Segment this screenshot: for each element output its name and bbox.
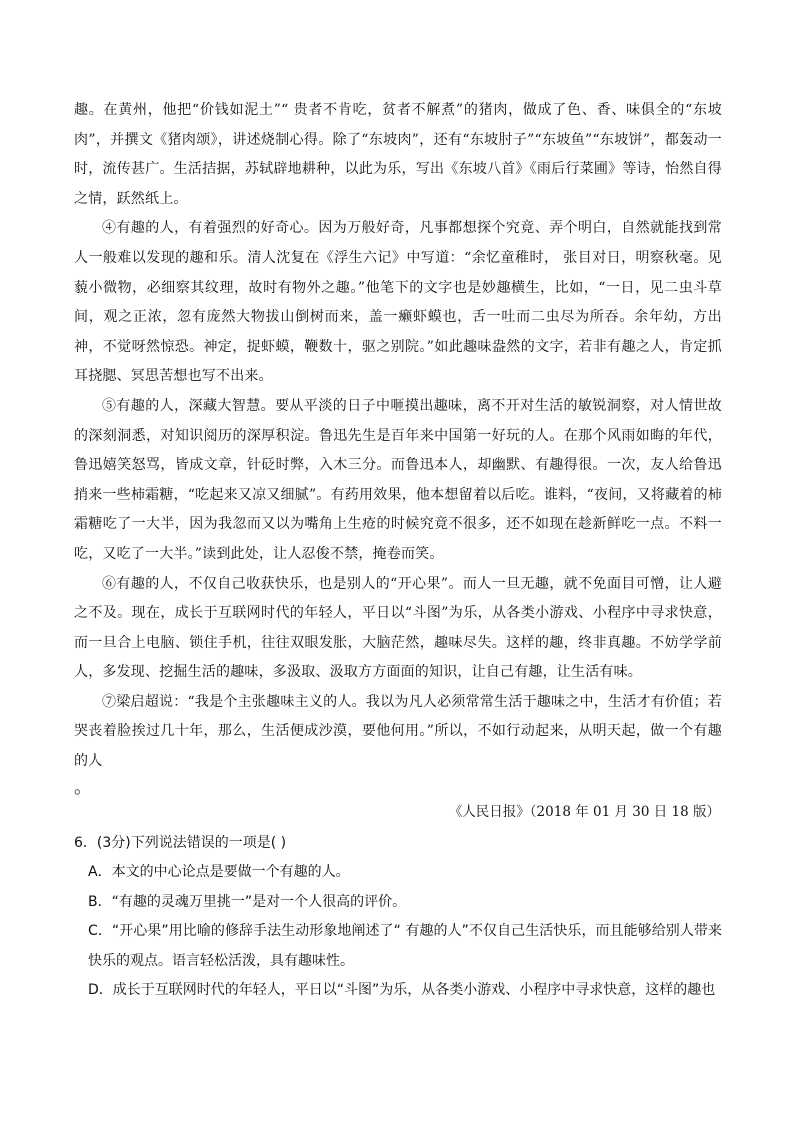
paragraph-5: ⑤有趣的人，深藏大智慧。要从平淡的日子中咂摸出趣味，离不开对生活的敏锐洞察，对人情世故的深刻洞悉，对知识阅历的深厚积淀。鲁迅先生是百年来中国第一好玩的人。在那个风雨如晦的年代，鲁迅嬉笑怒骂，皆成文章，针砭时弊，入木三分。而鲁迅本人，却幽默、有趣得很。一次，友人给鲁迅捎来一些柿霜糖，“吃起来又凉又细腻”。有药用效果，他本想留着以后吃。谁料，“夜间，又将藏着的柿霜糖吃了一大半，因为我忽而又以为嘴角上生疮的时候究竟不很多，还不如现在趁新鲜吃一点。不料一吃，又吃了一大半。”读到此处，让人忍俊不禁，掩卷而笑。 bbox=[74, 397, 722, 562]
paragraph-4: ④有趣的人，有着强烈的好奇心。因为万般好奇，凡事都想探个究竟、弄个明白，自然就能找到常人一般难以发现的趣和乐。清人沈复在《浮生六记》中写道：“余忆童稚时， 张目对日，明察秋毫。见藐小微物，必细察其纹理，故时有物外之趣。”他笔下的文字也是妙趣横生，比如，“一日，见二虫斗草间，观之正浓，忽有庞然大物拔山倒树而来，盖一癞虾蟆也，舌一吐而二虫尽为所吞。余年幼，方出神，不觉呀然惊恐。神定，捉虾蟆，鞭数十，驱之别院。”如此趣味盎然的文字，若非有趣之人，肯定抓耳挠腮、冥思苦想也写不出来。 bbox=[74, 220, 722, 385]
paragraph-7: ⑦梁启超说：“我是个主张趣味主义的人。我以为凡人必须常常生活于趣味之中，生活才有价值；若哭丧着脸挨过几十年，那么，生活便成沙漠，要他何用。”所以，不如行动起来，从明天起，做一个有趣的人 bbox=[74, 693, 722, 770]
option-c[interactable]: C．“开心果”用比喻的修辞手法生动形象地阐述了“ 有趣的人”不仅自己生活快乐，而且能够给别人带来快乐的观点。语言轻松活泼，具有趣味性。 bbox=[88, 923, 722, 969]
option-d[interactable]: D．成长于互联网时代的年轻人，平日以“斗图”为乐，从各类小游戏、小程序中寻求快意，这样的趣也 bbox=[88, 982, 716, 999]
document-page bbox=[74, 96, 722, 1006]
question-title: 6．(3分)下列说法错误的一项是( ) bbox=[74, 834, 287, 851]
paragraph-7-end-mark bbox=[74, 777, 722, 799]
article-source: 《人民日报》（2018 年 01 月 30 日 18 版） bbox=[448, 803, 720, 820]
period-mark: 。 bbox=[74, 776, 92, 798]
option-b[interactable]: B．“有趣的灵魂万里挑一”是对一个人很高的评价。 bbox=[88, 893, 407, 910]
paragraph-3-end: 趣。在黄州，他把“价钱如泥土”“ 贵者不肯吃，贫者不解煮”的猪肉，做成了色、香、味俱全的“东坡肉”，并撰文《猪肉颂》，讲述烧制心得。除了“东坡肉”，还有“东坡肘子”“东坡鱼”“东坡饼”，都轰动一时，流传甚广。生活拮据，苏轼辟地耕种，以此为乐，写出《东坡八首》《雨后行菜圃》等诗，怡然自得之情，跃然纸上。 bbox=[74, 102, 722, 207]
question-6 bbox=[74, 829, 722, 1006]
option-a[interactable]: A．本文的中心论点是要做一个有趣的人。 bbox=[88, 864, 350, 881]
paragraph-6: ⑥有趣的人，不仅自己收获快乐，也是别人的“开心果”。而人一旦无趣，就不免面目可憎，让人避之不及。现在，成长于互联网时代的年轻人，平日以“斗图”为乐，从各类小游戏、小程序中寻求快意，而一旦合上电脑、锁住手机，往往双眼发胀，大脑茫然，趣味尽失。这样的趣，终非真趣。不妨学学前人，多发现、挖掘生活的趣味，多汲取、汲取方方面面的知识，让自己有趣，让生活有味。 bbox=[74, 575, 722, 681]
